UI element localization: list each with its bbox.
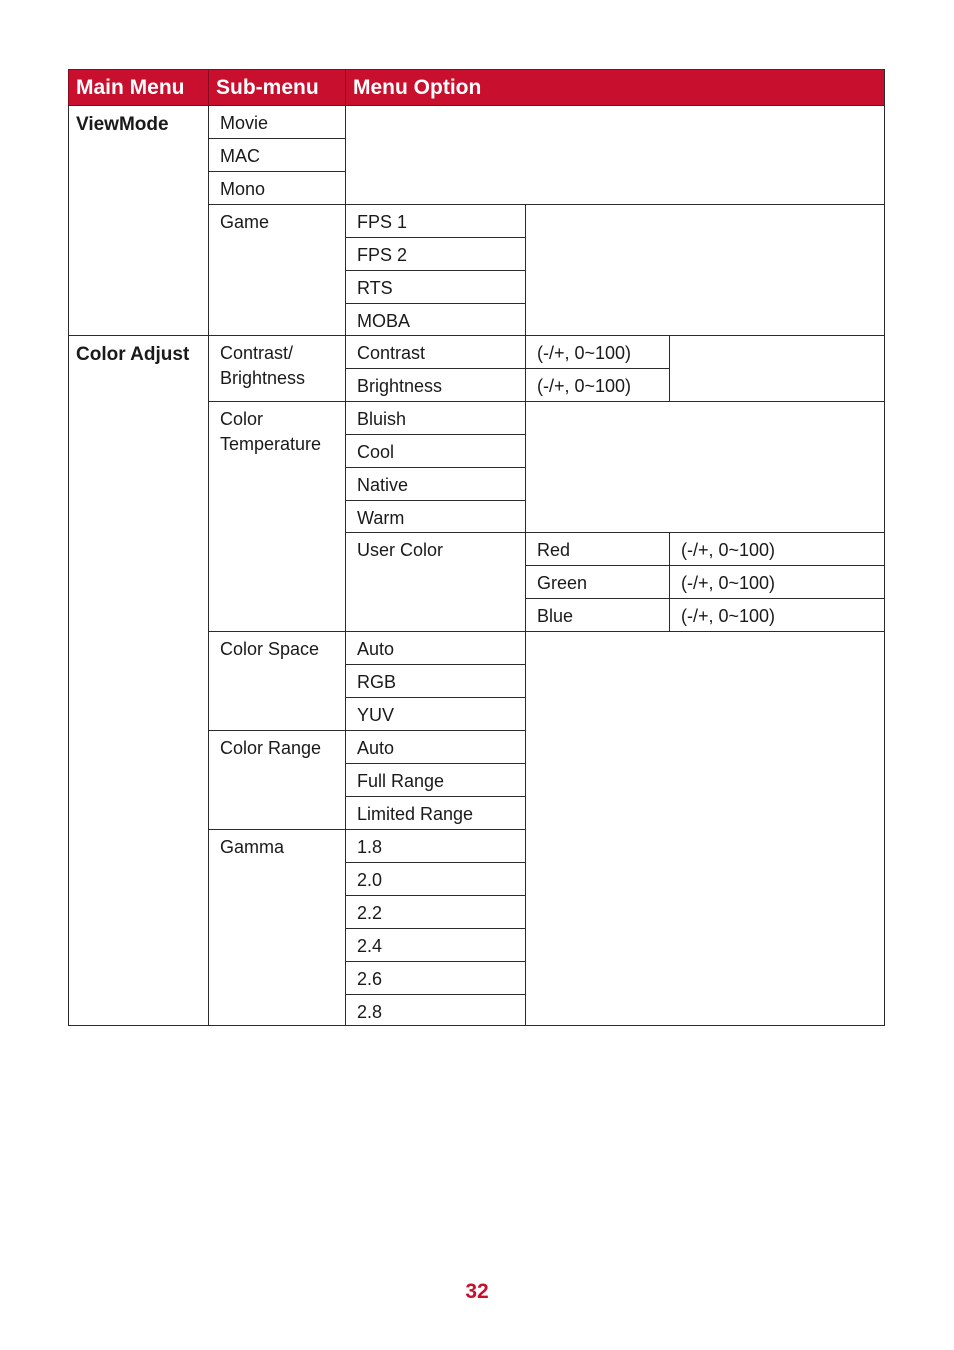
option-fps2: FPS 2 [345,237,526,271]
header-menu-option: Menu Option [345,69,885,106]
header-sub-menu: Sub-menu [208,69,346,106]
submenu-movie: Movie [208,105,346,139]
option-gamma-1-8: 1.8 [345,829,526,863]
option-user-color: User Color [345,532,526,632]
option-brightness-range: (-/+, 0~100) [525,368,670,402]
submenu-contrast-brightness [208,335,346,402]
submenu-color-temperature [208,401,346,632]
header-main-menu: Main Menu [68,69,209,106]
game-empty-options [525,204,885,336]
option-gamma-2-2: 2.2 [345,895,526,929]
option-blue-range: (-/+, 0~100) [669,598,885,632]
submenu-contrast-brightness-line1: Contrast/ [220,343,294,363]
option-blue: Blue [525,598,670,632]
main-menu-viewmode: ViewMode [68,105,209,336]
option-full-range: Full Range [345,763,526,797]
option-color-space-auto: Auto [345,631,526,665]
option-fps1: FPS 1 [345,204,526,238]
page-number: 32 [465,1280,489,1303]
option-warm: Warm [345,500,526,533]
option-limited-range: Limited Range [345,796,526,830]
submenu-color-range: Color Range [208,730,346,830]
color-temperature-empty [525,401,885,533]
option-red-range: (-/+, 0~100) [669,532,885,566]
option-green: Green [525,565,670,599]
submenu-color-temperature-line2: Temperature [220,434,322,454]
submenu-color-temperature-line1: Color [220,409,264,429]
option-green-range: (-/+, 0~100) [669,565,885,599]
option-contrast-range: (-/+, 0~100) [525,335,670,369]
table-bottom-border [68,1025,885,1026]
contrast-brightness-empty [669,335,885,402]
main-menu-color-adjust: Color Adjust [68,335,209,1026]
option-red: Red [525,532,670,566]
option-yuv: YUV [345,697,526,731]
option-gamma-2-0: 2.0 [345,862,526,896]
submenu-gamma: Gamma [208,829,346,1026]
table-right-border [884,69,885,1026]
option-color-range-auto: Auto [345,730,526,764]
viewmode-empty-options [345,105,885,205]
option-brightness: Brightness [345,368,526,402]
option-moba: MOBA [345,303,526,336]
option-bluish: Bluish [345,401,526,435]
option-cool: Cool [345,434,526,468]
space-range-gamma-empty [525,631,885,1026]
submenu-mac: MAC [208,138,346,172]
option-gamma-2-4: 2.4 [345,928,526,962]
option-gamma-2-8: 2.8 [345,994,526,1026]
option-contrast: Contrast [345,335,526,369]
submenu-mono: Mono [208,171,346,205]
option-rgb: RGB [345,664,526,698]
option-gamma-2-6: 2.6 [345,961,526,995]
option-native: Native [345,467,526,501]
submenu-game: Game [208,204,346,336]
option-rts: RTS [345,270,526,304]
submenu-color-space: Color Space [208,631,346,731]
submenu-contrast-brightness-line2: Brightness [220,368,306,388]
